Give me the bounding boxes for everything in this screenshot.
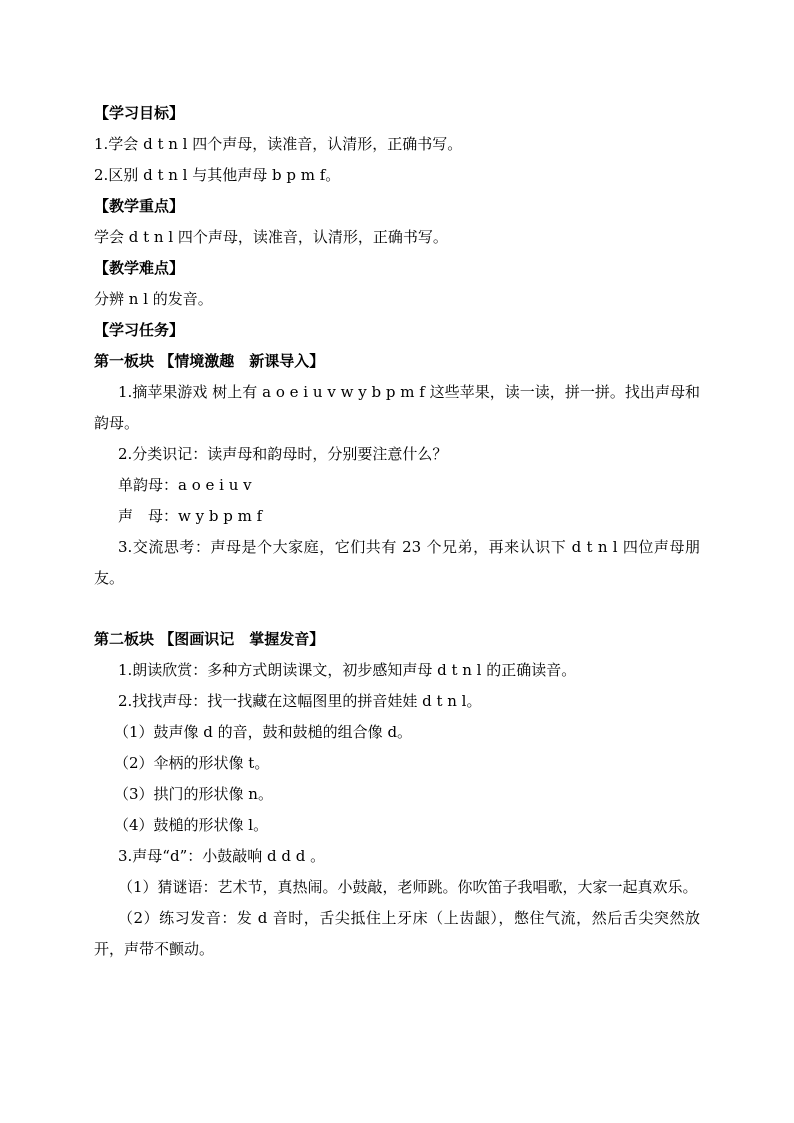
block1-item2: 2.分类识记：读声母和韵母时，分别要注意什么？ — [118, 445, 448, 463]
tasks-heading: 【学习任务】 — [94, 321, 185, 339]
block2-sub2: （2）伞柄的形状像 t。 — [114, 754, 270, 772]
block1-item3: 3.交流思考：声母是个大家庭，它们共有 23 个兄弟，再来认识下 d t n l 四位声母朋友。 — [94, 538, 700, 587]
objective-1: 1.学会 d t n l 四个声母，读准音，认清形，正确书写。 — [94, 135, 463, 153]
block2-item1: 1.朗读欣赏：多种方式朗读课文，初步感知声母 d t n l 的正确读音。 — [118, 661, 577, 679]
block1-vowels: 单韵母：a o e i u v — [118, 476, 252, 494]
block2-item2: 2.找找声母：找一找藏在这幅图里的拼音娃娃 d t n l。 — [118, 692, 482, 710]
block2-sub3: （3）拱门的形状像 n。 — [114, 785, 273, 803]
key-points-text: 学会 d t n l 四个声母，读准音，认清形，正确书写。 — [94, 228, 448, 246]
block2-sub1: （1）鼓声像 d 的音，鼓和鼓槌的组合像 d。 — [114, 723, 413, 741]
document-page — [94, 98, 700, 965]
key-points-heading: 【教学重点】 — [94, 197, 185, 215]
objective-2: 2.区别 d t n l 与其他声母 b p m f。 — [94, 166, 341, 184]
objectives-heading: 【学习目标】 — [94, 104, 185, 122]
block2-practice: （2）练习发音：发 d 音时，舌尖抵住上牙床（上齿龈），憋住气流，然后舌尖突然放开，声带不颤动。 — [94, 909, 700, 958]
difficulties-text: 分辨 n l 的发音。 — [94, 290, 213, 308]
block2-heading: 第二板块 【图画识记 掌握发音】 — [94, 630, 325, 648]
block2-riddle: （1）猜谜语：艺术节，真热闹。小鼓敲，老师跳。你吹笛子我唱歌，大家一起真欢乐。 — [118, 878, 698, 896]
block2-item3: 3.声母“d”：小鼓敲响 d d d 。 — [118, 847, 326, 865]
section-spacer — [94, 594, 700, 624]
block1-initials: 声 母：w y b p m f — [118, 507, 263, 525]
block1-heading: 第一板块 【情境激趣 新课导入】 — [94, 352, 325, 370]
block2-sub4: （4）鼓槌的形状像 l。 — [114, 816, 269, 834]
block1-item1: 1.摘苹果游戏 树上有 a o e i u v w y b p m f 这些苹果，读一读，拼一拼。找出声母和韵母。 — [94, 383, 700, 432]
difficulties-heading: 【教学难点】 — [94, 259, 185, 277]
